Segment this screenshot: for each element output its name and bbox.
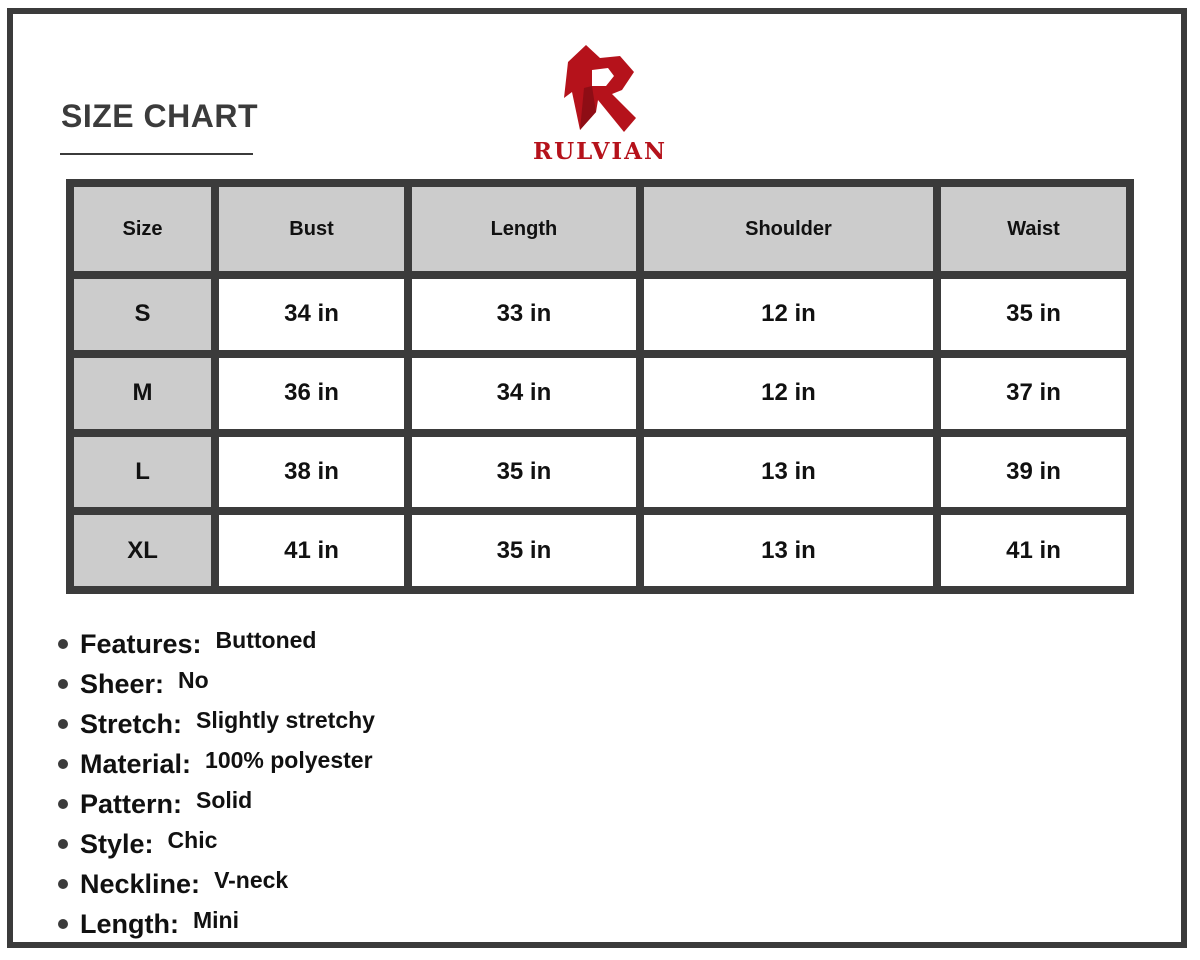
bullet-icon [58, 879, 68, 889]
bust-cell: 38 in [219, 437, 404, 508]
table-header-row [74, 187, 1126, 271]
spec-value: Buttoned [215, 626, 317, 653]
column-header-bust: Bust [219, 187, 404, 271]
column-header-shoulder: Shoulder [644, 187, 933, 271]
spec-value: 100% polyester [205, 746, 373, 773]
spec-label: Style: [80, 828, 154, 859]
bust-cell: 41 in [219, 515, 404, 586]
length-cell: 35 in [412, 437, 636, 508]
spec-value: No [178, 666, 209, 693]
spec-label: Features: [80, 628, 202, 659]
spec-value: Chic [167, 826, 218, 853]
length-cell: 35 in [412, 515, 636, 586]
bullet-icon [58, 679, 68, 689]
brand-r-logo-icon [562, 42, 642, 134]
table-row [74, 437, 1126, 508]
page-title: SIZE CHART [61, 98, 258, 134]
shoulder-cell: 13 in [644, 437, 933, 508]
waist-cell: 41 in [941, 515, 1126, 586]
spec-item-neckline [58, 864, 375, 904]
bullet-icon [58, 919, 68, 929]
bullet-icon [58, 639, 68, 649]
spec-value: Slightly stretchy [196, 706, 375, 733]
spec-label: Sheer: [80, 668, 165, 699]
spec-label: Length: [80, 908, 179, 939]
shoulder-cell: 13 in [644, 515, 933, 586]
bust-cell: 34 in [219, 279, 404, 350]
length-cell: 33 in [412, 279, 636, 350]
bullet-icon [58, 839, 68, 849]
spec-item-style [58, 824, 375, 864]
column-header-waist: Waist [941, 187, 1126, 271]
spec-label: Material: [80, 748, 192, 779]
bullet-icon [58, 719, 68, 729]
spec-item-stretch [58, 704, 375, 744]
waist-cell: 39 in [941, 437, 1126, 508]
waist-cell: 37 in [941, 358, 1126, 429]
shoulder-cell: 12 in [644, 358, 933, 429]
spec-item-sheer [58, 664, 375, 704]
brand-logo [520, 42, 680, 165]
size-label: XL [74, 515, 211, 586]
brand-name: RULVIAN [532, 138, 668, 165]
size-table [66, 179, 1134, 594]
bust-cell: 36 in [219, 358, 404, 429]
column-header-length: Length [412, 187, 636, 271]
size-label: L [74, 437, 211, 508]
shoulder-cell: 12 in [644, 279, 933, 350]
size-label: M [74, 358, 211, 429]
bullet-icon [58, 759, 68, 769]
table-row [74, 279, 1126, 350]
size-label: S [74, 279, 211, 350]
table-row [74, 515, 1126, 586]
spec-value: Mini [192, 906, 239, 933]
table-row [74, 358, 1126, 429]
spec-label: Stretch: [80, 708, 183, 739]
spec-label: Neckline: [80, 868, 201, 899]
column-header-size: Size [74, 187, 211, 271]
spec-item-material [58, 744, 375, 784]
spec-item-length [58, 904, 375, 944]
spec-item-features [58, 624, 375, 664]
length-cell: 34 in [412, 358, 636, 429]
spec-item-pattern [58, 784, 375, 824]
waist-cell: 35 in [941, 279, 1126, 350]
product-specs-list [58, 624, 375, 944]
title-underline [60, 153, 253, 155]
spec-label: Pattern: [80, 788, 183, 819]
spec-value: V-neck [214, 866, 289, 893]
bullet-icon [58, 799, 68, 809]
spec-value: Solid [196, 786, 253, 813]
